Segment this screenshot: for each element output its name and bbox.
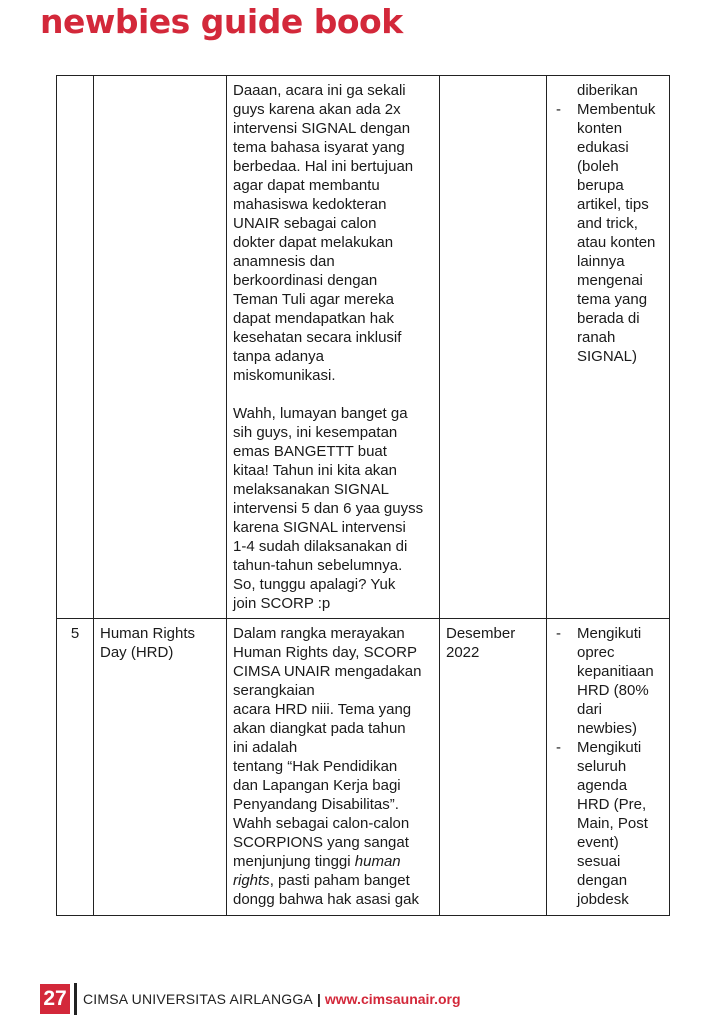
row-number-cell: 5 — [57, 619, 94, 916]
description-line: Dalam rangka merayakan — [233, 625, 405, 642]
activity-cell — [94, 76, 227, 619]
description-line: menjunjung tinggi human — [233, 853, 401, 870]
task-item: - Mengikuti oprec kepanitiaan HRD (80% dari newbies) — [553, 624, 663, 738]
description-line: mahasiswa kedokteran — [233, 196, 387, 213]
description-line: UNAIR sebagai calon — [233, 215, 377, 232]
activity-cell: Human Rights Day (HRD) — [94, 619, 227, 916]
description-line: intervensi 5 dan 6 yaa guyss — [233, 500, 424, 517]
description-line: kitaa! Tahun ini kita akan — [233, 462, 397, 479]
activity-table — [56, 75, 670, 916]
date-cell — [440, 76, 547, 619]
description-line: dongg bahwa hak asasi gak — [233, 891, 419, 908]
description-line: dapat mendapatkan hak — [233, 310, 394, 327]
description-line: intervensi SIGNAL dengan — [233, 120, 411, 137]
description-line: berbedaa. Hal ini bertujuan — [233, 158, 414, 175]
row-number-cell — [57, 76, 94, 619]
description-line: sih guys, ini kesempatan — [233, 424, 398, 441]
page-footer — [40, 982, 700, 1016]
tasks-cell — [547, 76, 670, 619]
description-line: emas BANGETTT buat — [233, 443, 387, 460]
description-line: akan diangkat pada tahun — [233, 720, 406, 737]
description-line: guys karena akan ada 2x — [233, 101, 401, 118]
description-line: melaksanakan SIGNAL — [233, 481, 389, 498]
description-line: tahun-tahun sebelumnya. — [233, 557, 403, 574]
description-line: karena SIGNAL intervensi — [233, 519, 406, 536]
footer-separator: | — [316, 991, 321, 1007]
page-number: 27 — [40, 984, 70, 1014]
description-line: ini adalah — [233, 739, 298, 756]
description-line: Human Rights day, SCORP — [233, 644, 417, 661]
description-line: tema bahasa isyarat yang — [233, 139, 405, 156]
description-line: tentang “Hak Pendidikan — [233, 758, 398, 775]
description-line: dan Lapangan Kerja bagi — [233, 777, 401, 794]
description-line: agar dapat membantu — [233, 177, 380, 194]
page-title: newbies guide book — [40, 2, 403, 41]
description-line: So, tunggu apalagi? Yuk — [233, 576, 396, 593]
description-line: 1-4 sudah dilaksanakan di — [233, 538, 408, 555]
description-line: Wahh, lumayan banget ga — [233, 405, 408, 422]
description-paragraph — [233, 404, 433, 613]
organization-name: CIMSA UNIVERSITAS AIRLANGGA — [83, 991, 313, 1007]
task-list — [553, 81, 663, 366]
task-list — [553, 624, 663, 909]
description-line: Penyandang Disabilitas”. — [233, 796, 399, 813]
description-line: berkoordinasi dengan — [233, 272, 378, 289]
table-row — [57, 619, 670, 916]
task-item: diberikan — [577, 82, 638, 99]
description-line: acara HRD niii. Tema yang — [233, 701, 412, 718]
date-cell: Desember 2022 — [440, 619, 547, 916]
description-line: tanpa adanya — [233, 348, 324, 365]
tasks-cell — [547, 619, 670, 916]
table-row — [57, 76, 670, 619]
description-line: anamnesis dan — [233, 253, 335, 270]
website-link[interactable]: www.cimsaunair.org — [324, 991, 461, 1007]
description-paragraph — [233, 81, 433, 385]
description-line: Wahh sebagai calon-calon — [233, 815, 410, 832]
description-line: Teman Tuli agar mereka — [233, 291, 394, 308]
description-line: Daaan, acara ini ga sekali — [233, 82, 406, 99]
description-line: join SCORP :p — [233, 595, 331, 612]
description-line: serangkaian — [233, 682, 315, 699]
description-cell — [227, 619, 440, 916]
description-line: CIMSA UNAIR mengadakan — [233, 663, 422, 680]
task-item: - Membentuk konten edukasi (boleh berupa artikel, tips and trick, atau konten lainnya mengenai tema yang berada di ranah SIGNAL) — [553, 100, 663, 366]
task-item: - Mengikuti seluruh agenda HRD (Pre, Main, Post event) sesuai dengan jobdesk — [553, 738, 663, 909]
description-cell — [227, 76, 440, 619]
description-line: miskomunikasi. — [233, 367, 336, 384]
description-line: rights, pasti paham banget — [233, 872, 410, 889]
footer-divider — [74, 983, 77, 1015]
description-line: dokter dapat melakukan — [233, 234, 394, 251]
description-line: kesehatan secara inklusif — [233, 329, 402, 346]
description-line: SCORPIONS yang sangat — [233, 834, 409, 851]
